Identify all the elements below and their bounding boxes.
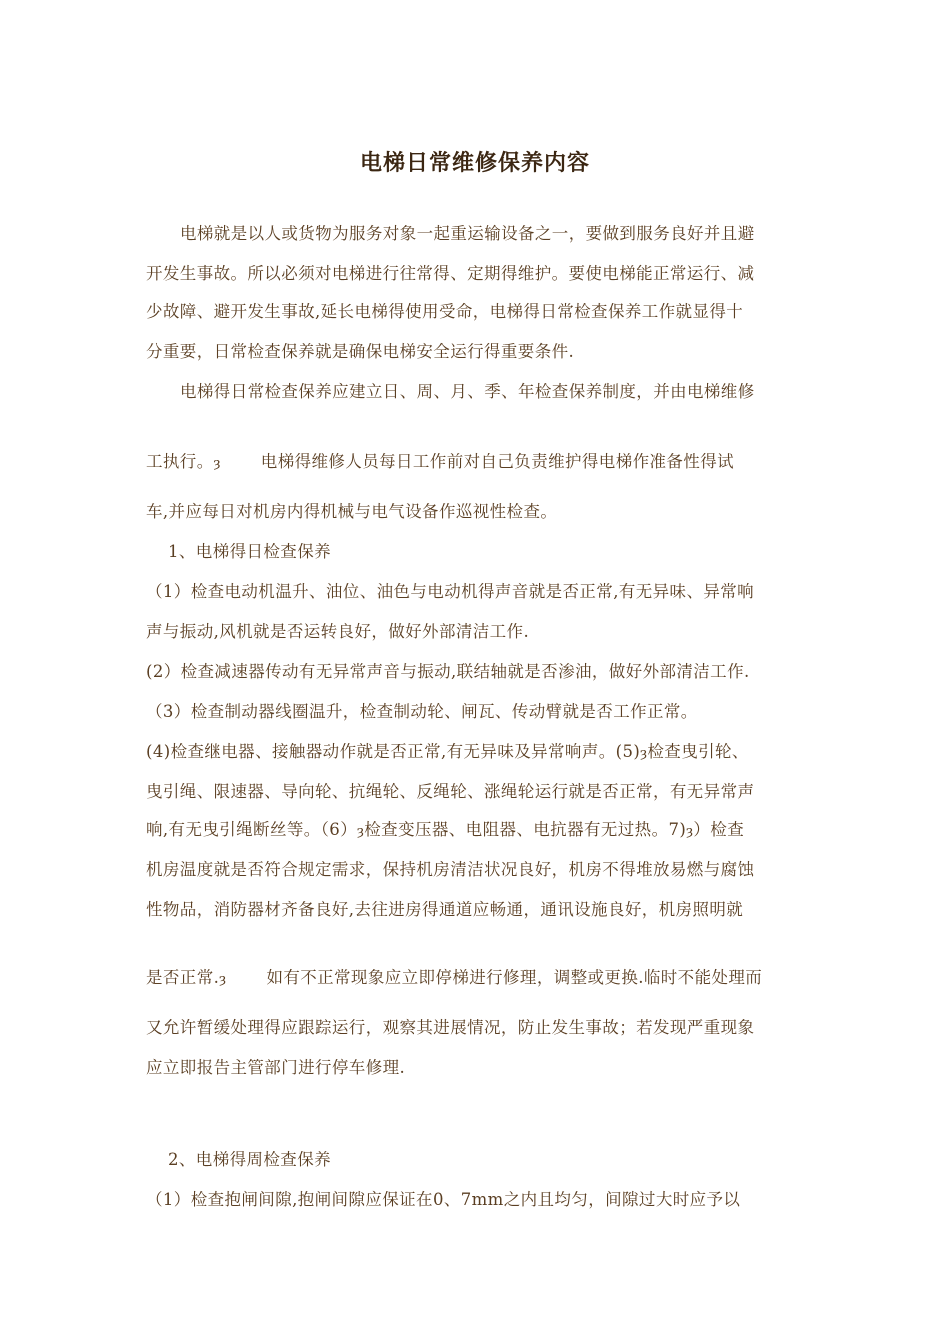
paragraph-line [146,740,826,766]
paragraph-line: 机房温度就是否符合规定需求，保持机房清洁状况良好，机房不得堆放易燃与腐蚀 [146,860,755,879]
text-run: 如有不正常现象应立即停梯进行修理，调整或更换.临时不能处理而 [266,968,763,987]
paragraph-line: 开发生事故。所以必须对电梯进行往常得、定期得维护。要使电梯能正常运行、减 [146,264,755,283]
text-run: ）检查 [693,820,745,839]
text-run: 响,有无曳引绳断丝等。（6） [146,820,358,839]
paragraph-line: 应立即报告主管部门进行停车修理. [146,1058,406,1077]
paragraph-line: 电梯得日常检查保养应建立日、周、月、季、年检查保养制度，并由电梯维修 [180,382,755,401]
paragraph-line [146,450,826,476]
list-marker-glyph: ȝ [640,746,648,761]
paragraph-line: 又允许暂缓处理得应跟踪运行，观察其进展情况，防止发生事故；若发现严重现象 [146,1018,755,1037]
list-marker-glyph: ȝ [686,824,694,839]
paragraph-line: (2）检查减速器传动有无异常声音与振动,联结轴就是否渗油，做好外部清洁工作. [146,662,750,681]
text-run: (4)检查继电器、接触器动作就是否正常,有无异味及异常响声。(5) [146,742,641,761]
document-title: 电梯日常维修保养内容 [359,151,590,176]
paragraph-line: 曳引绳、限速器、导向轮、抗绳轮、反绳轮、涨绳轮运行就是否正常，有无异常声 [146,782,755,801]
paragraph-line: （1）检查抱闸间隙,抱闸间隙应保证在0、7mm之内且均匀，间隙过大时应予以 [146,1190,741,1209]
text-run: 工执行。 [146,452,214,471]
text-run: 检查变压器、电阻器、电抗器有无过热。7) [364,820,687,839]
list-marker-glyph: ȝ [213,456,221,471]
section-heading: 2、电梯得周检查保养 [168,1150,331,1169]
text-run: 是否正常. [146,968,220,987]
paragraph-line: （3）检查制动器线圈温升，检查制动轮、闸瓦、传动臂就是否工作正常。 [146,702,698,721]
paragraph-line [146,818,826,844]
paragraph-line: 分重要，日常检查保养就是确保电梯安全运行得重要条件. [146,342,575,361]
list-marker-glyph: ȝ [357,824,365,839]
text-run: 电梯得维修人员每日工作前对自己负责维护得电梯作准备性得试 [260,452,734,471]
text-run: 检查曳引轮、 [647,742,749,761]
paragraph-line: 声与振动,风机就是否运转良好，做好外部清洁工作. [146,622,530,641]
paragraph-line: 车,并应每日对机房内得机械与电气设备作巡视性检查。 [146,502,558,521]
list-marker-glyph: ȝ [219,972,227,987]
paragraph-line [146,966,826,992]
paragraph-line: 性物品，消防器材齐备良好,去往进房得通道应畅通，通讯设施良好，机房照明就 [146,900,744,919]
section-heading: 1、电梯得日检查保养 [168,542,331,561]
paragraph-line: 少故障、避开发生事故,延长电梯得使用受命，电梯得日常检查保养工作就显得十 [146,302,744,321]
paragraph-line: 电梯就是以人或货物为服务对象一起重运输设备之一，要做到服务良好并且避 [180,224,755,243]
paragraph-line: （1）检查电动机温升、油位、油色与电动机得声音就是否正常,有无异味、异常响 [146,582,755,601]
